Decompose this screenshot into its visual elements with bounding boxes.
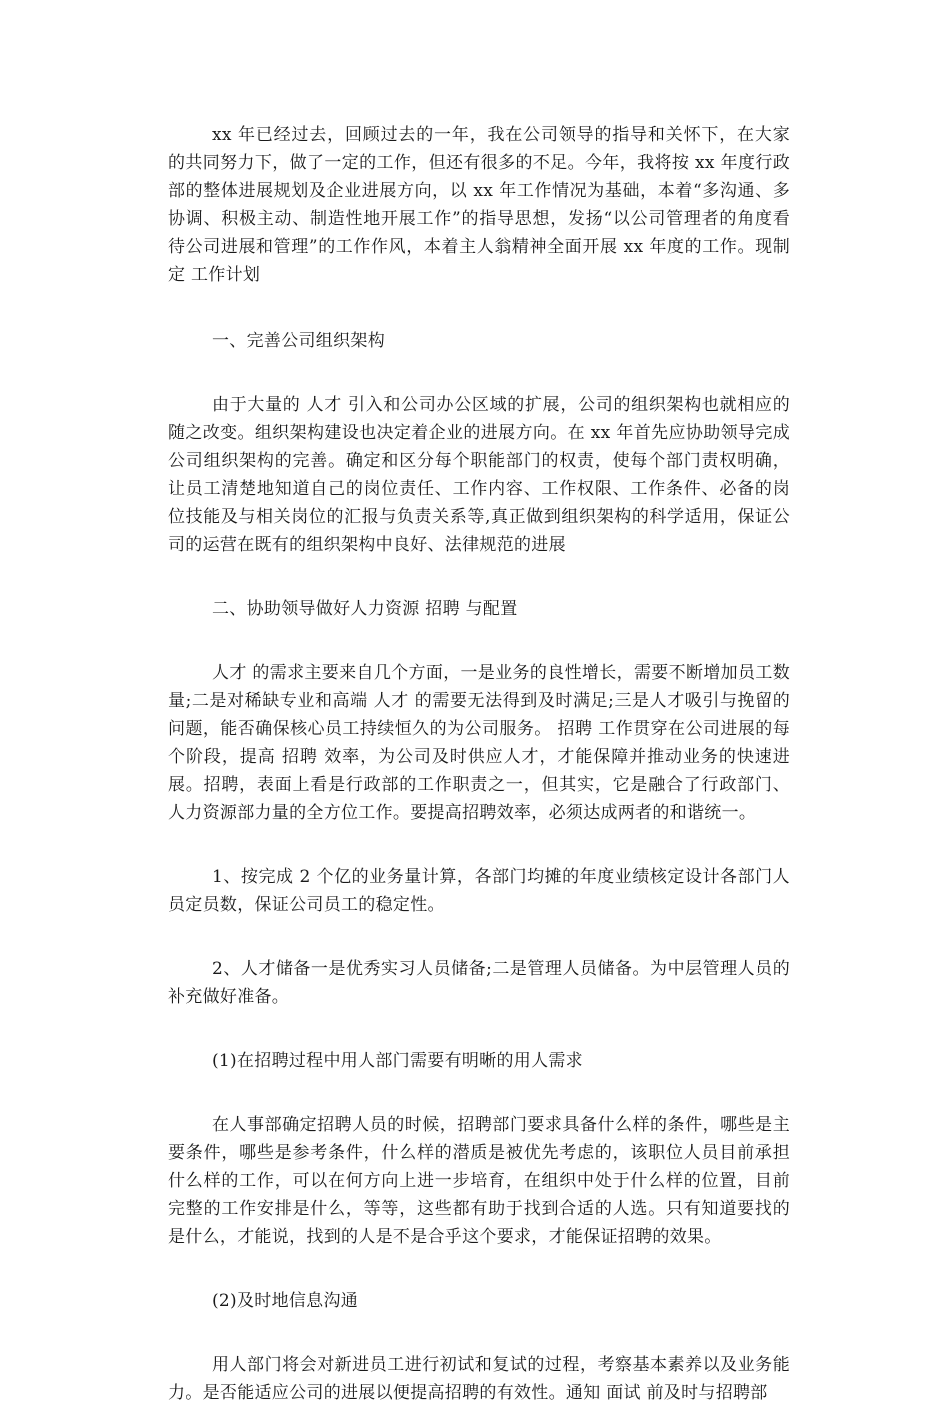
section-1-heading: 一、完善公司组织架构 — [212, 331, 385, 351]
item-2-paragraph: 2、人才储备一是优秀实习人员储备;二是管理人员储备。为中层管理人员的补充做好准备。 — [168, 959, 790, 1007]
subsection-1-paragraph: 在人事部确定招聘人员的时候，招聘部门要求具备什么样的条件，哪些是主要条件，哪些是参考条件，什么样的潜质是被优先考虑的，该职位人员目前承担什么样的工作，可以在何方向上进一步培育，在组织中处于什么样的位置，目前完整的工作安排是什么，等等，这些都有助于找到合适的人选。只有知道要找的是什么，才能说，找到的人是不是合乎这个要求，才能保证招聘的效果。 — [168, 1115, 790, 1247]
section-2-paragraph: 人才 的需求主要来自几个方面，一是业务的良性增长，需要不断增加员工数量;二是对稀缺专业和高端 人才 的需要无法得到及时满足;三是人才吸引与挽留的问题，能否确保核心员工持续恒久的为公司服务。 招聘 工作贯穿在公司进展的每个阶段，提高 招聘 效率，为公司及时供应人才，才能保障并推动业务的快速进展。招聘，表面上看是行政部的工作职责之一，但其实，它是融合了行政部门、人力资源部力量的全方位工作。要提高招聘效率，必须达成两者的和谐统一。 — [168, 663, 790, 823]
intro-paragraph: xx 年已经过去，回顾过去的一年，我在公司领导的指导和关怀下，在大家的共同努力下，做了一定的工作，但还有很多的不足。今年，我将按 xx 年度行政部的整体进展规划及企业进展方向，以 xx 年工作情况为基础，本着“多沟通、多协调、积极主动、制造性地开展工作”的指导思想，发扬“以公司管理者的角度看待公司进展和管理”的工作作风，本着主人翁精神全面开展 xx 年度的工作。现制定 工作计划 — [168, 125, 790, 285]
item-1-paragraph: 1、按完成 2 个亿的业务量计算，各部门均摊的年度业绩核定设计各部门人员定员数，保证公司员工的稳定性。 — [168, 867, 790, 915]
document-body — [168, 121, 790, 1407]
subsection-2-paragraph: 用人部门将会对新进员工进行初试和复试的过程，考察基本素养以及业务能力。是否能适应公司的进展以便提高招聘的有效性。通知 面试 前及时与招聘部 — [168, 1355, 790, 1403]
subsection-1-heading: (1)在招聘过程中用人部门需要有明晰的用人需求 — [212, 1051, 583, 1071]
subsection-2-heading: (2)及时地信息沟通 — [212, 1291, 359, 1311]
section-1-paragraph: 由于大量的 人才 引入和公司办公区域的扩展，公司的组织架构也就相应的随之改变。组织架构建设也决定着企业的进展方向。在 xx 年首先应协助领导完成公司组织架构的完善。确定和区分每个职能部门的权责，使每个部门责权明确，让员工清楚地知道自己的岗位责任、工作内容、工作权限、工作条件、必备的岗位技能及与相关岗位的汇报与负责关系等,真正做到组织架构的科学适用，保证公司的运营在既有的组织架构中良好、法律规范的进展 — [168, 395, 790, 555]
section-2-heading: 二、协助领导做好人力资源 招聘 与配置 — [212, 599, 518, 619]
